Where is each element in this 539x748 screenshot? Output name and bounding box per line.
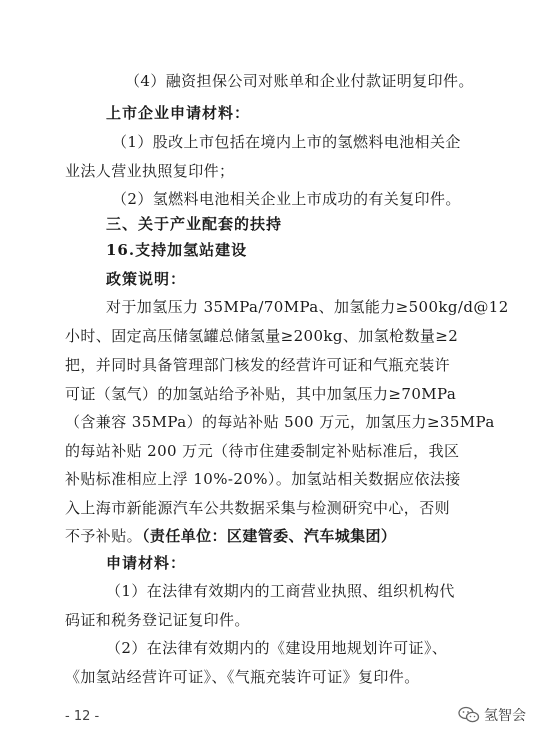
section-heading: 申请材料： xyxy=(106,554,187,572)
wechat-icon xyxy=(458,706,480,724)
text-line: （含兼容 35MPa）的每站补贴 500 万元，加氢压力≥35MPa xyxy=(65,413,495,431)
text-line: 《加氢站经营许可证》、《气瓶充装许可证》复印件。 xyxy=(65,668,420,686)
text-line: （1）股改上市包括在境内上市的氢燃料电池相关企 xyxy=(112,133,461,151)
text-span: 不予补贴。 xyxy=(65,527,143,545)
watermark-text: 氢智会 xyxy=(484,708,526,724)
text-line xyxy=(65,526,539,546)
section-heading: 三、关于产业配套的扶持 xyxy=(106,215,283,233)
watermark xyxy=(458,705,526,725)
section-heading: 政策说明： xyxy=(106,270,187,288)
section-heading: 上市企业申请材料： xyxy=(106,104,251,122)
responsible-unit: （责任单位：区建管委、汽车城集团） xyxy=(142,527,397,545)
text-line: 补贴标准相应上浮 10%-20%）。加氢站相关数据应依法接 xyxy=(65,470,461,488)
text-line: （2）氢燃料电池相关企业上市成功的有关复印件。 xyxy=(112,190,461,208)
text-line: 小时、固定高压储氢罐总储氢量≥200kg、加氢枪数量≥2 xyxy=(65,327,459,345)
text-line: 可证（氢气）的加氢站给予补贴，其中加氢压力≥70MPa xyxy=(65,385,457,403)
text-line: （2）在法律有效期内的《建设用地规划许可证》、 xyxy=(106,639,448,657)
section-heading: 16.支持加氢站建设 xyxy=(106,241,248,259)
text-line: 业法人营业执照复印件； xyxy=(65,162,235,180)
text-line: 对于加氢压力 35MPa/70MPa、加氢能力≥500kg/d@12 xyxy=(106,298,509,316)
page-number: - 12 - xyxy=(65,709,100,724)
text-line: （4）融资担保公司对账单和企业付款证明复印件。 xyxy=(125,72,474,90)
text-line: 把，并同时具备管理部门核发的经营许可证和气瓶充装许 xyxy=(65,356,451,374)
text-line: 的每站补贴 200 万元（待市住建委制定补贴标准后，我区 xyxy=(65,442,460,460)
text-line: 码证和税务登记证复印件。 xyxy=(65,611,250,629)
text-line: （1）在法律有效期内的工商营业执照、组织机构代 xyxy=(106,582,455,600)
text-line: 入上海市新能源汽车公共数据采集与检测研究中心，否则 xyxy=(65,499,451,517)
